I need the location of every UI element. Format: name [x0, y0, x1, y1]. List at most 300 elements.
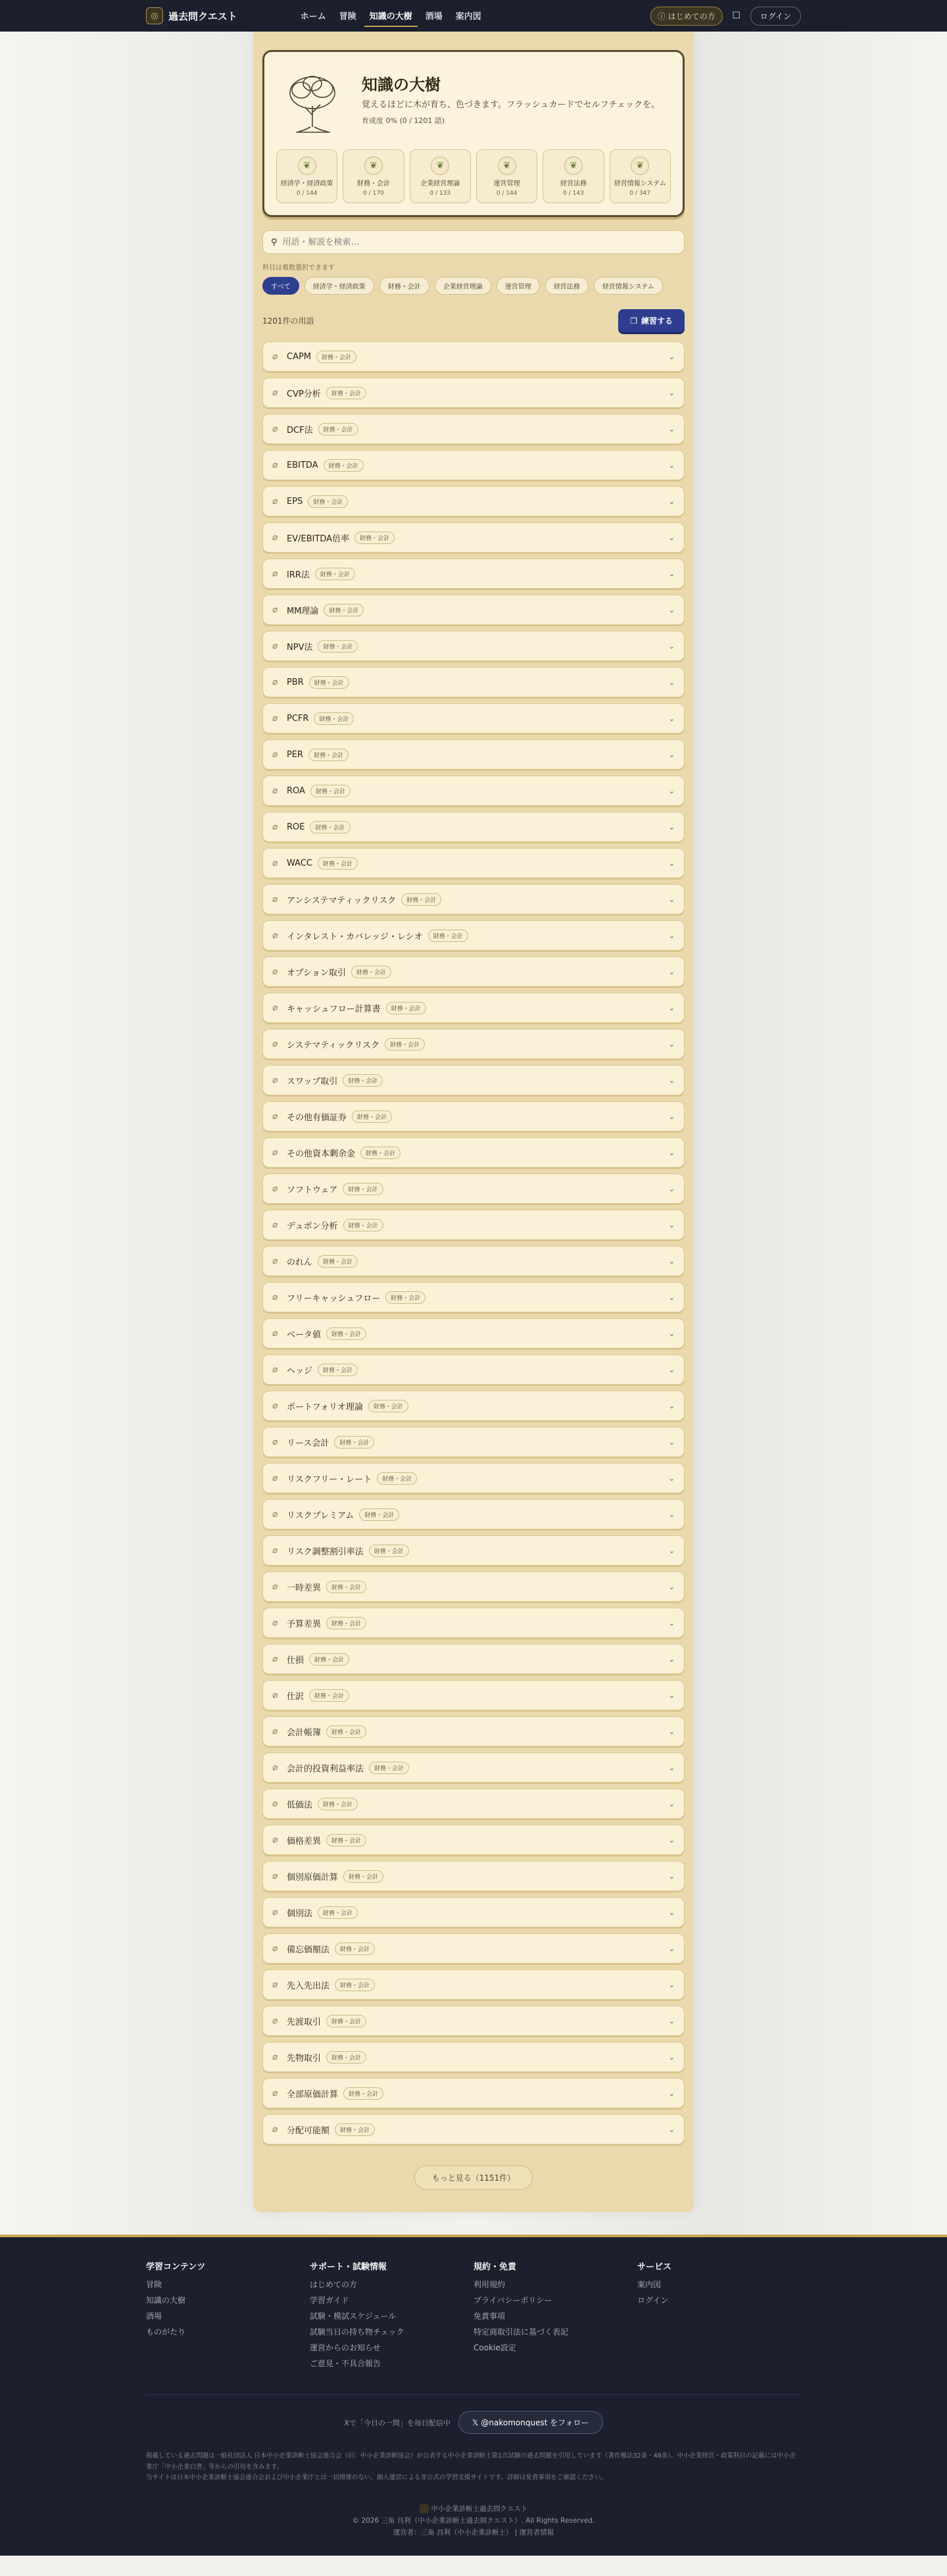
term-row[interactable] — [262, 1246, 685, 1276]
term-row[interactable] — [262, 1861, 685, 1891]
chevron-down-icon[interactable]: ⌄ — [668, 1003, 675, 1012]
subject-badge: 財務・会計 — [318, 423, 358, 435]
legal-notice — [146, 2451, 801, 2484]
subject-badge: 財務・会計 — [343, 2087, 383, 2100]
footer-column-title: サポート・試験情報 — [310, 2262, 387, 2272]
legal-disclaimer: 当サイトは日本中小企業診断士協会連合会および中小企業庁とは一切関係のない、個人運営による非公式の学習支援サイトです。詳細は免責事項をご確認ください。 — [146, 2474, 607, 2482]
subject-badge: 財務・会計 — [316, 351, 356, 363]
term-name: EV/EBITDA倍率 — [287, 533, 350, 544]
leaf-icon: ⌀ — [272, 1400, 278, 1411]
term-row[interactable] — [262, 631, 685, 661]
chevron-down-icon[interactable]: ⌄ — [668, 460, 675, 470]
leaf-icon: ⌀ — [272, 966, 278, 977]
leaf-icon: ⌀ — [272, 496, 278, 507]
term-name: 低価法 — [287, 1800, 313, 1810]
chevron-down-icon[interactable]: ⌄ — [668, 352, 675, 361]
term-row[interactable] — [262, 450, 685, 480]
chevron-down-icon[interactable]: ⌄ — [668, 750, 675, 759]
subject-filter-chips — [262, 277, 685, 295]
chevron-down-icon[interactable]: ⌄ — [668, 1365, 675, 1374]
leaf-icon: ⌀ — [272, 1871, 278, 1881]
leaf-icon: ⌀ — [272, 1292, 278, 1302]
term-name: PER — [287, 749, 304, 760]
chevron-down-icon[interactable]: ⌄ — [668, 533, 675, 542]
chevron-down-icon[interactable]: ⌄ — [668, 497, 675, 506]
term-row[interactable] — [262, 1499, 685, 1529]
leaf-icon: ⌀ — [272, 1220, 278, 1230]
leaf-icon: ⌀ — [272, 2124, 278, 2135]
term-name: ベータ値 — [287, 1329, 322, 1340]
term-name: EPS — [287, 496, 303, 507]
subject-card[interactable]: ❦ 財務・会計 0 / 170 — [343, 149, 404, 203]
chevron-down-icon[interactable]: ⌄ — [668, 569, 675, 578]
term-row[interactable] — [262, 1282, 685, 1312]
nav-guide-map[interactable]: 案内図 — [455, 11, 481, 22]
leaf-icon: ⌀ — [272, 1798, 278, 1809]
chip-all[interactable]: すべて — [262, 277, 299, 295]
subject-badge: 財務・会計 — [352, 1110, 392, 1123]
footer-brand: 中小企業診断士過去問クエスト — [431, 2504, 528, 2513]
follow-x-button[interactable]: 𝕏 @nakomonquest をフォロー — [458, 2411, 603, 2434]
subject-badge: 財務・会計 — [318, 1906, 358, 1919]
leaf-icon: ⌀ — [272, 1581, 278, 1592]
chevron-down-icon[interactable]: ⌄ — [668, 388, 675, 397]
term-name: リスク調整割引率法 — [287, 1547, 364, 1557]
subject-badge: 財務・会計 — [310, 821, 350, 833]
leaf-icon: ⌀ — [272, 785, 278, 796]
term-row[interactable] — [262, 1897, 685, 1927]
follow-text: Xで「今日の一問」を毎日配信中 — [344, 2418, 450, 2427]
leaf-icon: ⌀ — [272, 1183, 278, 1194]
subject-badge: 財務・会計 — [309, 676, 349, 689]
footer-column — [474, 2260, 637, 2373]
chevron-down-icon[interactable]: ⌄ — [668, 1474, 675, 1483]
footer-link[interactable]: 運営からのお知らせ — [310, 2343, 381, 2352]
leaf-icon: ⌀ — [272, 1437, 278, 1447]
subject-badge: 財務・会計 — [343, 1074, 383, 1087]
term-row[interactable] — [262, 1789, 685, 1819]
operator-line[interactable]: 運営者：三角 昌利（中小企業診断士） | 運営者情報 — [393, 2528, 554, 2537]
chevron-down-icon[interactable]: ⌄ — [668, 2125, 675, 2134]
brand[interactable] — [146, 5, 487, 27]
term-name: ポートフォリオ理論 — [287, 1402, 363, 1412]
subject-badge: 財務・会計 — [326, 1327, 366, 1340]
load-more-button[interactable]: もっと見る（1151件） — [414, 2166, 533, 2190]
term-name: フリーキャッシュフロー — [287, 1293, 381, 1304]
follow-row — [146, 2411, 801, 2434]
subject-badge: 財務・会計 — [326, 1725, 366, 1738]
footer-columns — [146, 2260, 801, 2373]
leaf-icon: ⌀ — [272, 1328, 278, 1339]
chevron-down-icon[interactable]: ⌄ — [668, 1835, 675, 1845]
footer-link[interactable]: 利用規約 — [474, 2280, 506, 2289]
term-row[interactable] — [262, 1065, 685, 1095]
chevron-down-icon[interactable]: ⌄ — [668, 1618, 675, 1627]
term-name: ROA — [287, 785, 305, 796]
term-row[interactable] — [262, 595, 685, 625]
chevron-down-icon[interactable]: ⌄ — [668, 1401, 675, 1410]
chevron-down-icon[interactable]: ⌄ — [668, 786, 675, 795]
leaf-icon: ⌀ — [272, 1545, 278, 1556]
chevron-down-icon[interactable]: ⌄ — [668, 895, 675, 904]
subject-badge: 財務・会計 — [326, 2051, 366, 2064]
chip-accounting[interactable]: 財務・会計 — [379, 277, 429, 295]
term-row[interactable] — [262, 341, 685, 372]
leaf-icon: ⌀ — [272, 532, 278, 543]
subject-badge: 財務・会計 — [369, 1545, 409, 1557]
term-row[interactable] — [262, 848, 685, 878]
leaf-icon: ⌀ — [272, 930, 278, 941]
term-name: 分配可能額 — [287, 2125, 330, 2136]
leaf-icon: ❦ — [298, 157, 316, 175]
subject-badge: 財務・会計 — [343, 1219, 383, 1231]
leaf-icon: ❦ — [498, 157, 516, 175]
chevron-down-icon[interactable]: ⌄ — [668, 1546, 675, 1555]
subject-cards — [276, 149, 671, 203]
footer-link[interactable]: 酒場 — [146, 2312, 162, 2321]
term-name: IRR法 — [287, 570, 310, 580]
term-name: 個別原価計算 — [287, 1872, 339, 1883]
main-nav — [295, 5, 487, 27]
subject-badge: 財務・会計 — [314, 712, 354, 725]
leaf-icon: ⌀ — [272, 1075, 278, 1085]
footer-divider — [146, 2394, 801, 2395]
search-input[interactable] — [283, 237, 676, 247]
term-name: アンシステマティックリスク — [287, 895, 397, 906]
chevron-down-icon[interactable]: ⌄ — [668, 641, 675, 651]
term-row[interactable] — [262, 956, 685, 987]
chevron-down-icon[interactable]: ⌄ — [668, 1184, 675, 1193]
leaf-icon: ⌀ — [272, 1147, 278, 1158]
term-row[interactable] — [262, 522, 685, 553]
term-name: キャッシュフロー計算書 — [287, 1004, 381, 1014]
subject-card[interactable]: ❦ 経営情報システム 0 / 347 — [610, 149, 671, 203]
brand-logo-icon: ◎ — [146, 7, 163, 24]
footer-link[interactable]: ご意見・不具合報告 — [310, 2359, 381, 2368]
subject-badge: 財務・会計 — [377, 1472, 417, 1485]
term-row[interactable] — [262, 884, 685, 914]
subject-badge: 財務・会計 — [386, 1002, 426, 1014]
subject-badge: 財務・会計 — [368, 1400, 408, 1412]
term-row[interactable] — [262, 1716, 685, 1746]
term-row[interactable] — [262, 1210, 685, 1240]
term-row[interactable] — [262, 1680, 685, 1710]
term-row[interactable] — [262, 667, 685, 697]
subject-badge: 財務・会計 — [326, 1617, 366, 1629]
term-row[interactable] — [262, 1644, 685, 1674]
chevron-down-icon[interactable]: ⌄ — [668, 1076, 675, 1085]
leaf-icon: ⌀ — [272, 858, 278, 868]
chevron-down-icon[interactable]: ⌄ — [668, 1437, 675, 1447]
footer-link[interactable]: 知識の大樹 — [146, 2296, 186, 2305]
leaf-icon: ⌀ — [272, 1618, 278, 1628]
leaf-icon: ⌀ — [272, 1003, 278, 1013]
subject-badge: 財務・会計 — [310, 785, 351, 797]
chevron-down-icon[interactable]: ⌄ — [668, 1510, 675, 1519]
more-wrap — [262, 2166, 685, 2190]
term-name: インタレスト・カバレッジ・レシオ — [287, 931, 423, 942]
term-name: WACC — [287, 858, 312, 868]
leaf-icon: ⌀ — [272, 1509, 278, 1520]
term-row[interactable] — [262, 486, 685, 516]
leaf-icon: ⌀ — [272, 1654, 278, 1664]
subject-badge: 財務・会計 — [318, 1255, 358, 1268]
leaf-icon: ⌀ — [272, 1907, 278, 1918]
leaf-icon: ⌀ — [272, 1039, 278, 1049]
term-list — [262, 341, 685, 2144]
subject-badge: 財務・会計 — [309, 1689, 349, 1702]
chevron-down-icon[interactable]: ⌄ — [668, 1256, 675, 1266]
nav-knowledge-tree[interactable]: 知識の大樹 — [364, 5, 418, 27]
header-actions — [650, 7, 801, 26]
nav-tavern[interactable]: 酒場 — [425, 11, 443, 22]
chevron-down-icon[interactable]: ⌄ — [668, 1871, 675, 1881]
term-name: DCF法 — [287, 425, 313, 435]
footer-link[interactable]: 学習ガイド — [310, 2296, 349, 2305]
term-name: リスクプレミアム — [287, 1510, 354, 1521]
term-row[interactable] — [262, 1933, 685, 1964]
term-name: MM理論 — [287, 606, 319, 616]
term-row[interactable] — [262, 2006, 685, 2036]
leaf-icon: ⌀ — [272, 1690, 278, 1700]
subject-badge: 財務・会計 — [335, 1979, 375, 1991]
chevron-down-icon[interactable]: ⌄ — [668, 1944, 675, 1953]
term-row[interactable] — [262, 1137, 685, 1168]
footer-logo-icon — [420, 2504, 429, 2514]
footer-link[interactable]: 試験当日の持ち物チェック — [310, 2327, 404, 2337]
chip-operations[interactable]: 運営管理 — [497, 277, 540, 295]
leaf-icon: ⌀ — [272, 424, 278, 434]
footer-link[interactable]: ものがたり — [146, 2327, 186, 2337]
term-row[interactable] — [262, 1174, 685, 1204]
subject-badge: 財務・会計 — [359, 1508, 399, 1521]
chevron-down-icon[interactable]: ⌄ — [668, 1329, 675, 1338]
term-name: 先物取引 — [287, 2053, 322, 2064]
term-row[interactable] — [262, 812, 685, 842]
hero-card — [262, 50, 685, 217]
getting-started-button[interactable]: ⓘ はじめての方 — [650, 7, 723, 26]
leaf-icon: ⌀ — [272, 1111, 278, 1122]
filter-hint: 科目は複数選択できます — [262, 264, 335, 272]
chip-law[interactable]: 経営法務 — [545, 277, 589, 295]
chevron-down-icon[interactable]: ⌄ — [668, 1293, 675, 1302]
leaf-icon: ⌀ — [272, 351, 278, 362]
subject-badge: 財務・会計 — [326, 1834, 366, 1846]
term-row[interactable] — [262, 1391, 685, 1421]
subject-badge: 財務・会計 — [335, 1943, 375, 1955]
chevron-down-icon[interactable]: ⌄ — [668, 1582, 675, 1591]
subject-badge: 財務・会計 — [428, 929, 468, 942]
term-row[interactable] — [262, 1318, 685, 1349]
chevron-down-icon[interactable]: ⌄ — [668, 424, 675, 433]
chevron-down-icon[interactable]: ⌄ — [668, 967, 675, 976]
term-name: 全部原価計算 — [287, 2089, 339, 2100]
term-name: 会計帳簿 — [287, 1727, 322, 1738]
subject-card[interactable]: ❦ 経営法務 0 / 143 — [543, 149, 604, 203]
chevron-down-icon[interactable]: ⌄ — [668, 1980, 675, 1989]
term-name: 会計的投資利益率法 — [287, 1764, 364, 1774]
term-row[interactable] — [262, 920, 685, 951]
top-navbar — [0, 0, 947, 32]
leaf-icon: ⌀ — [272, 677, 278, 687]
term-name: 先渡取引 — [287, 2017, 322, 2027]
footer-column — [637, 2260, 801, 2373]
leaf-icon: ❦ — [431, 157, 449, 175]
chevron-down-icon[interactable]: ⌄ — [668, 2016, 675, 2025]
leaf-icon: ⌀ — [272, 1256, 278, 1266]
login-button[interactable]: ログイン — [750, 7, 801, 26]
subject-badge: 財務・会計 — [308, 749, 349, 761]
chip-economics[interactable]: 経済学・経済政策 — [304, 277, 374, 295]
chevron-down-icon[interactable]: ⌄ — [668, 858, 675, 868]
chevron-down-icon[interactable]: ⌄ — [668, 678, 675, 687]
term-name: 個別法 — [287, 1908, 313, 1919]
subject-badge: 財務・会計 — [351, 966, 391, 978]
chevron-down-icon[interactable]: ⌄ — [668, 1691, 675, 1700]
term-name: NPV法 — [287, 642, 313, 653]
footer-link[interactable]: Cookie設定 — [474, 2343, 516, 2352]
term-name: 仕訳 — [287, 1691, 304, 1702]
term-name: 仕損 — [287, 1655, 304, 1666]
chevron-down-icon[interactable]: ⌄ — [668, 714, 675, 723]
subject-badge: 財務・会計 — [369, 1762, 409, 1774]
subject-badge: 財務・会計 — [324, 459, 364, 472]
practice-button[interactable]: ❐ 練習する — [618, 309, 685, 332]
term-row[interactable] — [262, 776, 685, 806]
chevron-down-icon[interactable]: ⌄ — [668, 1763, 675, 1772]
term-name: CAPM — [287, 351, 312, 362]
term-row[interactable] — [262, 2078, 685, 2108]
term-row[interactable] — [262, 378, 685, 408]
footer — [0, 2235, 947, 2556]
legal-source: 掲載している過去問題は一般社団法人 日本中小企業診断士協会連合会（旧：中小企業診断協会）が公表する中小企業診断士第1次試験の過去問題を引用しています（著作権法32条・48条）。中小企業経営・政策科目の記載には中小企業庁「中小企業白書」等からの引用を含みます。 — [146, 2452, 796, 2471]
search-icon: ⚲ — [271, 237, 278, 247]
leaf-icon: ⌀ — [272, 387, 278, 398]
chevron-down-icon[interactable]: ⌄ — [668, 931, 675, 940]
chevron-down-icon[interactable]: ⌄ — [668, 1654, 675, 1664]
term-row[interactable] — [262, 2042, 685, 2072]
term-row[interactable] — [262, 414, 685, 444]
chevron-down-icon[interactable]: ⌄ — [668, 1112, 675, 1121]
term-row[interactable] — [262, 1101, 685, 1131]
chevron-down-icon[interactable]: ⌄ — [668, 2052, 675, 2062]
term-row[interactable] — [262, 2114, 685, 2144]
term-name: PCFR — [287, 713, 309, 724]
footer-link[interactable]: プライバシーポリシー — [474, 2296, 552, 2305]
subject-badge: 財務・会計 — [343, 1183, 383, 1195]
footer-column-title: サービス — [637, 2262, 672, 2272]
footer-column-title: 規約・免責 — [474, 2262, 517, 2272]
subject-badge: 財務・会計 — [385, 1038, 425, 1051]
term-row[interactable] — [262, 993, 685, 1023]
term-name: ソフトウェア — [287, 1185, 338, 1195]
chevron-down-icon[interactable]: ⌄ — [668, 2089, 675, 2098]
footer-link[interactable]: 免責事項 — [474, 2312, 506, 2321]
leaf-icon: ❦ — [564, 157, 583, 175]
theme-toggle-icon[interactable]: ☐ — [732, 11, 741, 21]
leaf-icon: ⌀ — [272, 605, 278, 615]
chevron-down-icon[interactable]: ⌄ — [668, 1220, 675, 1229]
term-name: システマティックリスク — [287, 1040, 380, 1051]
leaf-icon: ⌀ — [272, 1943, 278, 1954]
term-row[interactable] — [262, 1535, 685, 1566]
chevron-down-icon[interactable]: ⌄ — [668, 1799, 675, 1808]
term-row[interactable] — [262, 739, 685, 770]
leaf-icon: ⌀ — [272, 822, 278, 832]
term-row[interactable] — [262, 1608, 685, 1638]
term-name: その他資本剰余金 — [287, 1149, 356, 1159]
subject-card[interactable]: ❦ 運営管理 0 / 144 — [476, 149, 537, 203]
term-row[interactable] — [262, 703, 685, 733]
term-name: 先入先出法 — [287, 1981, 330, 1991]
leaf-icon: ⌀ — [272, 894, 278, 904]
leaf-icon: ⌀ — [272, 1473, 278, 1483]
chip-management[interactable]: 企業経営理論 — [435, 277, 491, 295]
nav-home[interactable]: ホーム — [300, 11, 326, 22]
term-name: デュポン分析 — [287, 1221, 338, 1231]
chevron-down-icon[interactable]: ⌄ — [668, 1039, 675, 1049]
footer-link[interactable]: 試験・模試スケジュール — [310, 2312, 397, 2321]
term-name: スワップ取引 — [287, 1076, 338, 1087]
term-name: のれん — [287, 1257, 313, 1268]
subject-card[interactable]: ❦ 経済学・経済政策 0 / 144 — [276, 149, 337, 203]
subject-badge: 財務・会計 — [326, 2015, 366, 2027]
term-row[interactable] — [262, 1463, 685, 1493]
chevron-down-icon[interactable]: ⌄ — [668, 1148, 675, 1157]
brand-name: 過去問クエスト — [168, 10, 237, 22]
page-title: 知識の大樹 — [362, 76, 441, 94]
subject-badge: 財務・会計 — [401, 893, 441, 906]
footer-link[interactable]: 案内図 — [637, 2280, 662, 2289]
term-name: リース会計 — [287, 1438, 329, 1449]
leaf-icon: ⌀ — [272, 1726, 278, 1737]
x-icon: 𝕏 — [472, 2418, 481, 2427]
leaf-icon: ⌀ — [272, 2016, 278, 2026]
term-row[interactable] — [262, 1572, 685, 1602]
subject-badge: 財務・会計 — [318, 1798, 358, 1810]
term-row[interactable] — [262, 1029, 685, 1059]
term-row[interactable] — [262, 1969, 685, 2000]
chevron-down-icon[interactable]: ⌄ — [668, 1908, 675, 1917]
chip-info-systems[interactable]: 経営情報システム — [594, 277, 663, 295]
chevron-down-icon[interactable]: ⌄ — [668, 822, 675, 831]
subject-card[interactable]: ❦ 企業経営理論 0 / 133 — [410, 149, 471, 203]
term-row[interactable] — [262, 1825, 685, 1855]
term-row[interactable] — [262, 1354, 685, 1385]
term-row[interactable] — [262, 1427, 685, 1457]
subject-badge: 財務・会計 — [309, 1653, 349, 1666]
subject-badge: 財務・会計 — [308, 495, 348, 508]
term-row[interactable] — [262, 1752, 685, 1783]
page-description: 覚えるほどに木が育ち、色づきます。フラッシュカードでセルフチェックを。 — [362, 100, 660, 110]
leaf-icon: ⌀ — [272, 460, 278, 470]
term-row[interactable] — [262, 558, 685, 589]
chevron-down-icon[interactable]: ⌄ — [668, 1727, 675, 1736]
leaf-icon: ⌀ — [272, 1762, 278, 1773]
footer-link[interactable]: ログイン — [637, 2296, 669, 2305]
footer-link[interactable]: 特定商取引法に基づく表記 — [474, 2327, 569, 2337]
term-name: リスクフリー・レート — [287, 1474, 372, 1485]
subject-badge: 財務・会計 — [360, 1147, 401, 1159]
chevron-down-icon[interactable]: ⌄ — [668, 605, 675, 614]
subject-badge: 財務・会計 — [385, 1291, 425, 1304]
footer-link[interactable]: 冒険 — [146, 2280, 162, 2289]
nav-adventure[interactable]: 冒険 — [339, 11, 356, 22]
copyright-line: © 2026 三角 昌利（中小企業診断士過去問クエスト）. All Rights Reserved. — [352, 2516, 595, 2525]
footer-link[interactable]: はじめての方 — [310, 2280, 358, 2289]
leaf-icon: ⌀ — [272, 749, 278, 760]
term-name: 一時差異 — [287, 1583, 322, 1593]
